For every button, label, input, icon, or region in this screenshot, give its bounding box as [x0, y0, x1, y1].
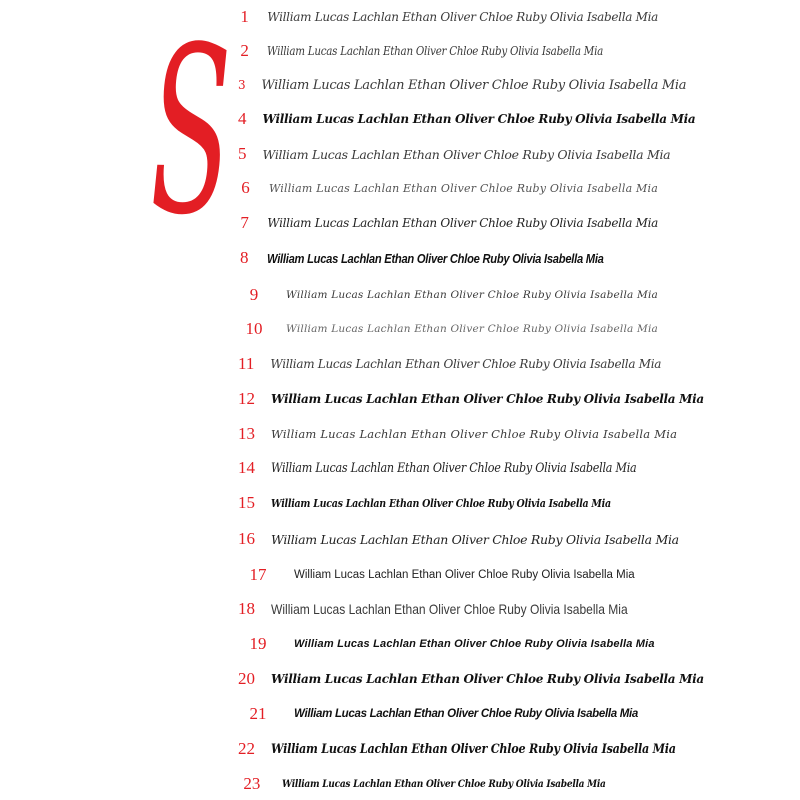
sample-number: 20 [238, 669, 255, 688]
sample-text: William Lucas Lachlan Ethan Oliver Chloe Ruby Olivia Isabella Mia [270, 357, 662, 371]
sample-row-7 [238, 206, 658, 240]
sample-text: William Lucas Lachlan Ethan Oliver Chloe Ruby Olivia Isabella Mia [267, 44, 604, 58]
sample-row-18 [238, 592, 658, 626]
sample-row-11 [238, 347, 662, 381]
sample-text: William Lucas Lachlan Ethan Oliver Chloe Ruby Olivia Isabella Mia [294, 638, 655, 650]
sample-text: William Lucas Lachlan Ethan Oliver Chloe Ruby Olivia Isabella Mia [268, 181, 658, 195]
sample-text: William Lucas Lachlan Ethan Oliver Chloe Ruby Olivia Isabella Mia [271, 672, 704, 686]
sample-number: 8 [240, 248, 249, 267]
sample-number: 19 [249, 634, 267, 653]
sample-text: William Lucas Lachlan Ethan Oliver Chloe Ruby Olivia Isabella Mia [261, 77, 687, 93]
sample-number: 3 [238, 78, 246, 92]
sample-row-5 [238, 137, 671, 171]
sample-number: 21 [249, 704, 267, 723]
sample-text: William Lucas Lachlan Ethan Oliver Chloe Ruby Olivia Isabella Mia [267, 216, 658, 230]
sample-row-6 [238, 171, 658, 205]
sample-row-23 [238, 767, 658, 800]
sample-row-14 [238, 451, 658, 485]
sample-number: 15 [238, 493, 255, 512]
sample-row-2 [238, 34, 658, 68]
sample-text: William Lucas Lachlan Ethan Oliver Chloe Ruby Olivia Isabella Mia [271, 392, 704, 406]
sample-text: William Lucas Lachlan Ethan Oliver Chloe Ruby Olivia Isabella Mia [271, 427, 678, 441]
sample-text: William Lucas Lachlan Ethan Oliver Chloe Ruby Olivia Isabella Mia [294, 708, 639, 720]
sample-text: William Lucas Lachlan Ethan Oliver Chloe Ruby Olivia Isabella Mia [271, 496, 611, 510]
sample-text: William Lucas Lachlan Ethan Oliver Chloe Ruby Olivia Isabella Mia [262, 112, 696, 126]
sample-number: 22 [238, 739, 255, 758]
sample-text: William Lucas Lachlan Ethan Oliver Chloe Ruby Olivia Isabella Mia [267, 10, 658, 24]
sample-row-15 [238, 486, 658, 520]
sample-row-20 [238, 662, 704, 696]
sample-number: 17 [249, 565, 267, 584]
sample-row-21 [238, 697, 658, 731]
sample-row-4 [238, 102, 696, 136]
sample-row-10 [238, 312, 658, 346]
sample-text: William Lucas Lachlan Ethan Oliver Chloe Ruby Olivia Isabella Mia [286, 323, 658, 335]
sample-row-8 [238, 241, 658, 275]
sample-number: 12 [238, 389, 255, 408]
sample-text: William Lucas Lachlan Ethan Oliver Chloe Ruby Olivia Isabella Mia [271, 601, 628, 617]
sample-text: William Lucas Lachlan Ethan Oliver Chloe Ruby Olivia Isabella Mia [294, 569, 635, 581]
sample-number: 2 [240, 41, 249, 60]
sample-row-13 [238, 417, 678, 451]
sample-text: William Lucas Lachlan Ethan Oliver Chloe Ruby Olivia Isabella Mia [281, 778, 606, 790]
sample-number: 7 [240, 213, 249, 232]
sample-row-22 [238, 732, 676, 766]
sample-number: 10 [245, 319, 263, 338]
sample-row-16 [238, 522, 679, 556]
sample-number: 16 [238, 529, 255, 548]
sample-row-12 [238, 382, 704, 416]
sample-text: William Lucas Lachlan Ethan Oliver Chloe Ruby Olivia Isabella Mia [271, 531, 679, 547]
sample-number: 9 [249, 285, 259, 304]
sample-number: 6 [241, 178, 250, 197]
sample-row-3 [238, 68, 687, 102]
sample-row-17 [238, 558, 658, 592]
sample-number: 18 [238, 599, 255, 618]
sample-number: 13 [238, 424, 255, 443]
sample-number: 14 [238, 458, 255, 477]
sample-number: 23 [243, 774, 261, 793]
sample-text: William Lucas Lachlan Ethan Oliver Chloe Ruby Olivia Isabella Mia [271, 741, 676, 757]
sample-text: William Lucas Lachlan Ethan Oliver Chloe Ruby Olivia Isabella Mia [286, 289, 658, 301]
sample-number: 4 [238, 109, 247, 128]
sample-row-19 [238, 627, 658, 661]
sample-text: William Lucas Lachlan Ethan Oliver Chloe Ruby Olivia Isabella Mia [262, 146, 671, 162]
sample-number: 11 [238, 354, 255, 373]
initial-letter: S [150, 0, 232, 266]
sample-row-1 [238, 0, 658, 34]
sample-text: William Lucas Lachlan Ethan Oliver Chloe Ruby Olivia Isabella Mia [271, 460, 637, 476]
sample-text: William Lucas Lachlan Ethan Oliver Chloe Ruby Olivia Isabella Mia [266, 250, 604, 266]
sample-number: 1 [240, 7, 249, 26]
sample-number: 5 [238, 144, 247, 163]
sample-row-9 [238, 278, 658, 312]
